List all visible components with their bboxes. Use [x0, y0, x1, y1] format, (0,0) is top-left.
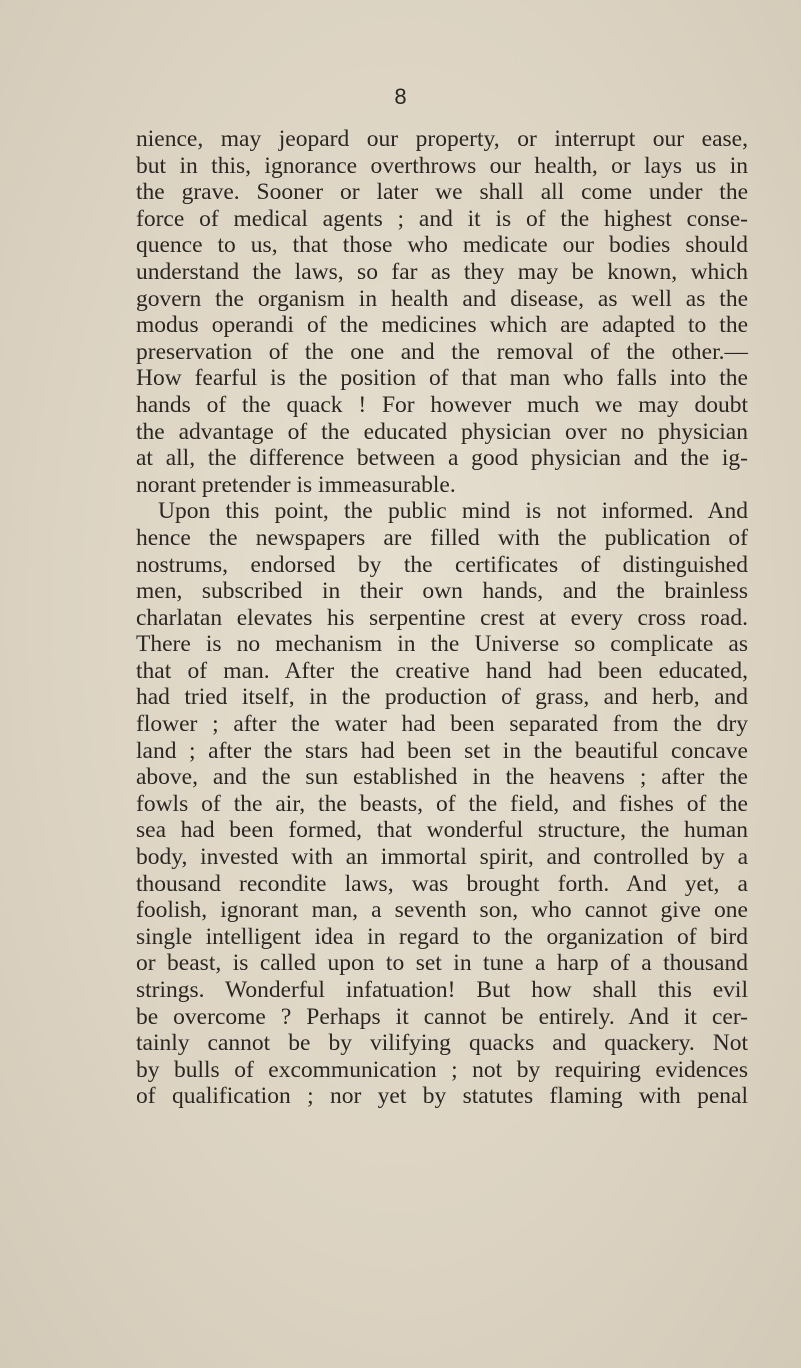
text-line: Upon this point, the public mind is not informed. And: [158, 498, 748, 525]
text-line: flower ; after the water had been separated from the dry: [136, 711, 748, 738]
text-line: nience, may jeopard our property, or interrupt our ease,: [136, 126, 748, 152]
text-line: preservation of the one and the removal of the other.—: [136, 338, 748, 365]
text-line: fowls of the air, the beasts, of the field, and fishes of the: [136, 790, 748, 817]
text-line: but in this, ignorance overthrows our health, or lays us in: [136, 152, 748, 179]
text-line: land ; after the stars had been set in the beautiful concave: [136, 737, 748, 764]
text-line: that of man. After the creative hand had been educated,: [136, 657, 748, 684]
text-line: quence to us, that those who medicate our bodies should: [136, 232, 748, 259]
text-line: of qualification ; nor yet by statutes flaming with penal: [136, 1083, 748, 1110]
text-line: There is no mechanism in the Universe so complicate as: [136, 631, 748, 658]
text-line: hence the newspapers are filled with the publication of: [136, 524, 748, 551]
text-line: nostrums, endorsed by the certificates of distinguished: [136, 551, 748, 578]
text-line: foolish, ignorant man, a seventh son, who cannot give one: [136, 897, 748, 924]
text-line: thousand recondite laws, was brought forth. And yet, a: [136, 870, 748, 897]
text-line: body, invested with an immortal spirit, and controlled by a: [136, 844, 748, 871]
text-line: had tried itself, in the production of grass, and herb, and: [136, 684, 748, 711]
page-number: 8: [394, 84, 407, 109]
text-line: men, subscribed in their own hands, and the brainless: [136, 578, 748, 605]
body-text: [136, 126, 748, 1110]
text-line: sea had been formed, that wonderful structure, the human: [136, 817, 748, 844]
text-line: modus operandi of the medicines which are adapted to the: [136, 312, 748, 339]
text-line: be overcome ? Perhaps it cannot be entirely. And it cer-: [136, 1003, 748, 1030]
text-line: above, and the sun established in the heavens ; after the: [136, 764, 748, 791]
text-line: single intelligent idea in regard to the organization of bird: [136, 923, 748, 950]
text-line: charlatan elevates his serpentine crest at every cross road.: [136, 604, 748, 631]
text-line: or beast, is called upon to set in tune a harp of a thousand: [136, 950, 748, 977]
text-line: hands of the quack ! For however much we may doubt: [136, 391, 748, 418]
text-line: the advantage of the educated physician over no physician: [136, 418, 748, 445]
text-line: tainly cannot be by vilifying quacks and quackery. Not: [136, 1030, 748, 1057]
text-line: at all, the difference between a good physician and the ig-: [136, 445, 748, 472]
text-line: strings. Wonderful infatuation! But how shall this evil: [136, 977, 748, 1003]
text-line: How fearful is the position of that man who falls into the: [136, 365, 748, 392]
text-line: govern the organism in health and disease, as well as the: [136, 285, 748, 312]
text-line: understand the laws, so far as they may be known, which: [136, 258, 748, 285]
text-line: norant pretender is immeasurable.: [136, 471, 456, 498]
text-line: force of medical agents ; and it is of the highest conse-: [136, 205, 748, 232]
text-line: by bulls of excommunication ; not by requiring evidences: [136, 1056, 748, 1083]
text-line: the grave. Sooner or later we shall all come under the: [136, 179, 748, 206]
